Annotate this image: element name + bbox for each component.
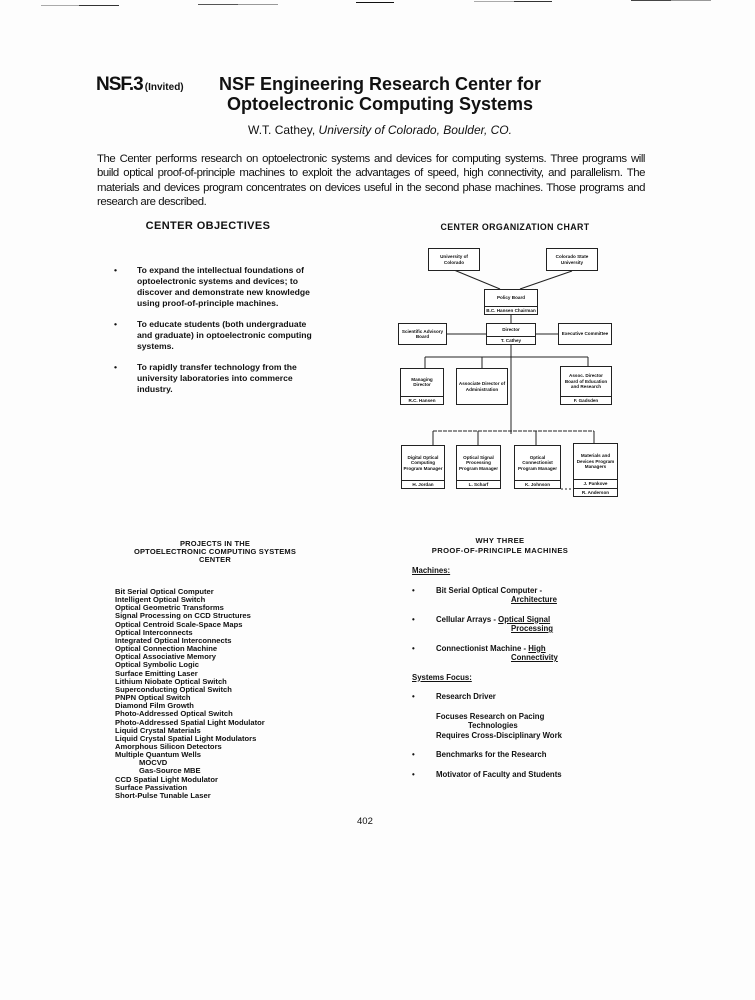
bullet-icon: • [412, 750, 415, 759]
org-box-label: Digital Optical Computing Program Manager [403, 454, 443, 471]
systems-focus-label: Systems Focus: [412, 672, 472, 682]
org-box-label: Colorado State University [555, 254, 589, 265]
project-item: PNPN Optical Switch [115, 693, 191, 703]
project-item: Surface Passivation [115, 782, 188, 792]
invited-label: (Invited) [144, 82, 184, 93]
org-box-university-of-colorado [428, 248, 480, 271]
project-item: Photo-Addressed Spatial Light Modulator [115, 717, 265, 727]
machine-focus: Optical Signal [498, 614, 551, 624]
org-box-assoc-admin [456, 368, 508, 405]
project-item: Superconducting Optical Switch [115, 684, 232, 694]
projects-list [115, 588, 315, 800]
bullet-icon: • [412, 585, 415, 595]
org-box-label: Assoc. Director Board of Education and Research [564, 373, 608, 389]
org-box-name: H. Jordan [402, 480, 444, 489]
bullet-icon: • [114, 265, 118, 275]
org-box-name: K. Johnson [515, 480, 560, 489]
project-item: Optical Associative Memory [115, 652, 217, 662]
project-item: Intelligent Optical Switch [115, 595, 206, 605]
project-item: Optical Connection Machine [115, 644, 218, 654]
org-box-label: Associate Director of Administration [458, 381, 506, 392]
projects-heading [115, 540, 315, 564]
org-box-label: Director [502, 327, 520, 332]
project-item: Optical Geometric Transforms [115, 603, 224, 613]
machine-text: Bit Serial Optical Computer - [436, 585, 543, 595]
objective-text: To rapidly transfer technology from the university laboratories into commerce industry. [137, 362, 297, 394]
org-box-name: L. Scharf [457, 480, 500, 489]
projects-heading-line: PROJECTS IN THE [179, 539, 251, 548]
abstract: The Center performs research on optoelectronic systems and devices for computing systems. Three programs will build optical proof-of-principle machines to exploit the advantages of speed, high connectivity, and parallelism. The materials and devices program concentrates on devices useful in the second phase machines. Those programs and research are described. [97, 153, 645, 209]
systems-item [412, 750, 612, 760]
why-heading-line: WHY THREE [475, 536, 525, 545]
objective-text: To expand the intellectual foundations of optoelectronic systems and devices; to discover and demonstrate new knowledge using proof-of-principle machines. [137, 265, 310, 308]
projects-heading-line: CENTER [198, 555, 232, 564]
machine-item [412, 644, 612, 663]
project-item: Photo-Addressed Optical Switch [115, 709, 233, 719]
org-box-managing-director [400, 368, 444, 405]
org-box-program-manager [456, 445, 501, 489]
systems-text: Motivator of Faculty and Students [436, 769, 562, 779]
systems-text: Benchmarks for the Research [436, 750, 547, 759]
systems-text: Research Driver [436, 692, 496, 701]
why-three-body [412, 566, 612, 789]
author-affiliation: University of Colorado, Boulder, CO. [318, 123, 512, 137]
bullet-icon: • [412, 614, 415, 624]
org-box-label: Executive Committee [561, 331, 609, 337]
org-box-label: Policy Board [496, 295, 526, 300]
machine-focus: Processing [511, 624, 554, 633]
org-box-name: T. Cathey [487, 336, 535, 345]
project-item: Optical Symbolic Logic [115, 660, 199, 670]
project-item: Integrated Optical Interconnects [115, 635, 232, 645]
org-box-name: R.C. Hansen [401, 396, 443, 405]
machine-item [412, 615, 612, 634]
systems-detail [412, 712, 612, 741]
project-item: Optical Centroid Scale-Space Maps [115, 619, 243, 629]
org-box-name: J. Pankove [574, 479, 617, 488]
org-box-executive-committee [558, 323, 612, 345]
machine-item [412, 586, 612, 605]
projects-heading-line: OPTOELECTRONIC COMPUTING SYSTEMS [133, 547, 297, 556]
org-box-label: Materials and Devices Program Managers [576, 453, 615, 470]
org-box-label: University of Colorado [440, 254, 468, 265]
systems-item [412, 692, 612, 702]
machine-text: Cellular Arrays - [436, 614, 496, 624]
project-item: Amorphous Silicon Detectors [115, 741, 222, 751]
bullet-icon: • [114, 362, 118, 372]
project-item: Liquid Crystal Spatial Light Modulators [115, 733, 257, 743]
org-box-name: R. Anderson [574, 488, 617, 497]
project-item: Surface Emitting Laser [115, 668, 198, 678]
project-item: Lithium Niobate Optical Switch [115, 676, 227, 686]
project-sub-item: Gas-Source MBE [139, 766, 201, 776]
systems-item [412, 770, 612, 780]
org-box-label: Optical Signal Processing Program Manager [458, 454, 499, 471]
project-item: Multiple Quantum Wells [115, 750, 201, 760]
org-box-label: Scientific Advisory Board [401, 328, 444, 339]
objectives-heading: CENTER OBJECTIVES [145, 220, 271, 232]
project-item: CCD Spatial Light Modulator [115, 774, 218, 784]
title-line-2: Optoelectronic Computing Systems [226, 94, 534, 114]
author-name: W.T. Cathey, [248, 123, 316, 137]
project-item: Signal Processing on CCD Structures [115, 611, 251, 621]
machine-focus: High [528, 643, 546, 653]
title-line-1: NSF Engineering Research Center for [218, 74, 542, 94]
project-item: Diamond Film Growth [115, 701, 194, 711]
page-number: 402 [357, 816, 373, 827]
org-box-scientific-advisory [398, 323, 447, 345]
org-box-program-manager [573, 443, 618, 497]
org-box-name: F. Gadsden [561, 396, 611, 405]
systems-detail-text: Requires Cross-Disciplinary Work [436, 730, 562, 740]
org-box-director [486, 323, 536, 345]
systems-detail-text: Technologies [468, 721, 518, 730]
why-three-heading [405, 536, 595, 556]
paper-id: NSF.3 (Invited) [96, 74, 184, 95]
org-box-policy-board [484, 289, 538, 315]
machine-text: Connectionist Machine - [436, 643, 527, 653]
objective-text: To educate students (both undergraduate and graduate) in optoelectronic computing systems. [137, 319, 312, 351]
machines-label: Machines: [412, 566, 451, 575]
org-box-program-manager [401, 445, 445, 489]
org-box-assoc-education [560, 366, 612, 405]
project-item: Liquid Crystal Materials [115, 725, 201, 735]
project-sub-item: MOCVD [139, 758, 168, 768]
org-box-label: Optical Connectionist Program Manager [517, 454, 558, 471]
why-heading-line: PROOF-OF-PRINCIPLE MACHINES [431, 546, 569, 555]
bullet-icon: • [412, 643, 415, 653]
org-box-program-manager [514, 445, 561, 489]
project-item: Optical Interconnects [115, 627, 193, 637]
bullet-icon: • [114, 319, 118, 329]
systems-detail-text: Focuses Research on Pacing [436, 711, 545, 721]
project-item: Short-Pulse Tunable Laser [115, 790, 211, 800]
bullet-icon: • [412, 769, 415, 779]
project-item: Bit Serial Optical Computer [115, 587, 214, 596]
org-chart-heading: CENTER ORGANIZATION CHART [440, 222, 590, 232]
org-box-label: Managing Director [411, 376, 433, 388]
org-box-name: B.C. Hansen Chairman [486, 307, 536, 313]
bullet-icon: • [412, 692, 415, 701]
machine-focus: Architecture [511, 595, 557, 604]
org-box-colorado-state [546, 248, 598, 271]
machine-focus: Connectivity [511, 653, 558, 662]
